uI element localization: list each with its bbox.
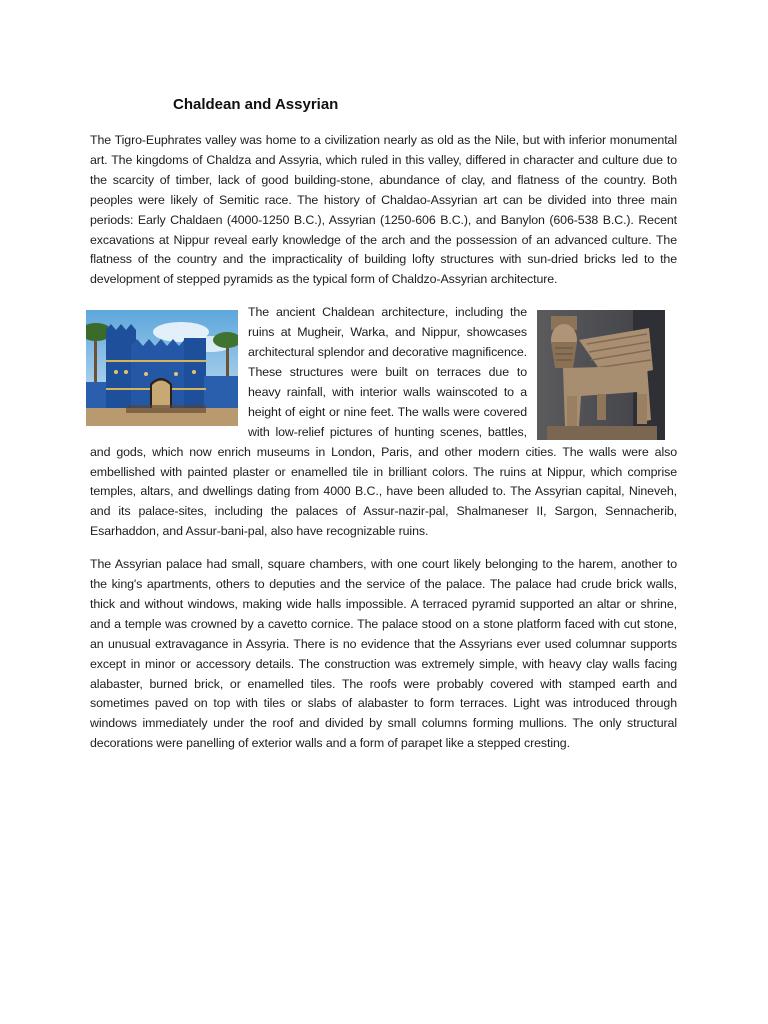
page-title: Chaldean and Assyrian (173, 96, 339, 113)
lamassu-image (537, 310, 665, 440)
document-body (90, 131, 677, 767)
paragraph-1: The Tigro-Euphrates valley was home to a civilization nearly as old as the Nile, but with inferior monumental art. The kingdoms of Chaldza and Assyria, which ruled in this valley, differed in character and culture due to the scarcity of timber, lack of good building-stone, abundance of clay, and flatness of the country. Both peoples were likely of Semitic race. The history of Chaldao-Assyrian art can be divided into three main periods: Early Chaldaen (4000-1250 B.C.), Assyrian (1250-606 B.C.), and Banylon (606-538 B.C.). Recent excavations at Nippur reveal early knowledge of the arch and the possession of an advanced culture. The flatness of the country and the impracticality of building lofty structures with sun-dried bricks led to the development of stepped pyramids as the typical form of Chaldzo-Assyrian architecture. (90, 133, 677, 287)
ishtar-gate-image (86, 310, 238, 426)
paragraph-2: The ancient Chaldean architecture, including the ruins at Mugheir, Warka, and Nippur, showcases architectural splendor and decorative magnificence. These structures were built on terraces due to heavy rainfall, with interior walls wainscoted to a height of eight or nine feet. The walls were covered with low-relief pictures of hunting scenes, battles, and gods, which now enrich museums in London, Paris, and other modern cities. The walls were also embellished with painted plaster or enamelled tile in brilliant colors. The ruins at Nippur, which comprise temples, altars, and dwellings dating from 4000 B.C., have been alluded to. The Assyrian capital, Nineveh, and its palace-sites, including the palaces of Assur-nazir-pal, Shalmaneser II, Sargon, Sennacherib, Esarhaddon, and Assur-bani-pal, also have recognizable ruins. (90, 305, 677, 539)
paragraph-3: The Assyrian palace had small, square chambers, with one court likely belonging to the harem, another to the king's apartments, others to deputies and the service of the palace. The palace had crude brick walls, thick and without windows, making wide halls impossible. A terraced pyramid supported an altar or shrine, and a temple was crowned by a cavetto cornice. The palace stood on a stone platform faced with cut stone, an unusual extravagance in Assyria. There is no evidence that the Assyrians ever used columnar supports except in minor or accessory details. The construction was extremely simple, with heavy clay walls facing alabaster, burned brick, or enamelled tiles. The roofs were probably covered with stamped earth and sometimes paved on top with tiles or slabs of alabaster to form terraces. Light was introduced through windows immediately under the roof and divided by small columns forming mullions. The only structural decorations were panelling of exterior walls and a form of parapet like a stepped cresting. (90, 557, 677, 751)
